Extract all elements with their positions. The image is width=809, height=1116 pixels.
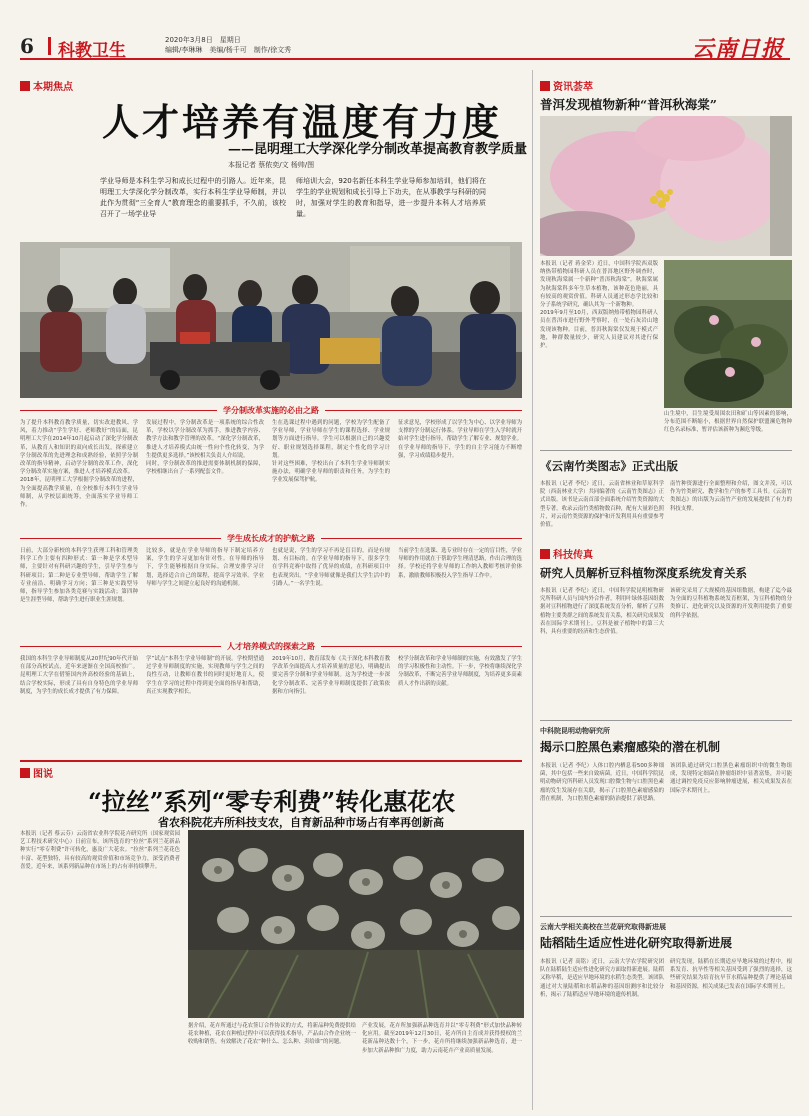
feature-col3 [272,419,390,531]
section-band-2-title: 学生成长成才的护航之路 [227,533,315,543]
paragraph: 本报讯（记者 蒋金荣）近日，中国科学院西双版纳热带植物园科研人员在普洱地区野外调查时，发现秋海棠属一个新种“普洱秋海棠”。秋海棠属为秋海棠科多年生草本植物，该种花色艳丽，具有较高的观赏价值。科研人员通过形态学比较和分子系统学研究，确认其为一个新物种。 [540,261,658,309]
news-digest-tag [540,78,593,93]
paragraph: 为了提升本科教育教学质量，切实改进教风、学风，着力推动“学生学好、老师教好”的局面，昆明理工大学在2014年10月起启动了深化学分制改革，从教育人和知识的双向成长出发，探索建立学分制改革的先进理念和成熟经验，依照学分制改革的指导精神，启动学分制的改革工作，深化学分制改革实施方案，推进人才培养模式改革。 [20,420,138,476]
feature-lead-left: 学业导师是本科生学习和成长过程中的引路人。近年来，昆明理工大学深化学分制改革，实行本科生学业导师制，并以此作为贯彻“三全育人”教育理念的重要抓手，不久前，该校召开了一场学业导 [100,177,286,218]
section-band-1 [20,404,522,416]
divider [540,916,792,917]
page-number: 6 [20,34,34,58]
feature-col1 [20,419,138,531]
paragraph: 2019年9月至10月，西双版纳热带植物园科研人员在普洱市进行野外考察时，在一处石灰岩山地发现该物种。目前，普洱秋海棠仅发现于模式产地，种群数量较少，研究人员建议对其进行保护。 [540,310,658,350]
paragraph: 同时，学分制改革的推进需要体制机制的保障，学校相继出台了一系列配套文件。 [146,461,264,476]
section-band-3 [20,640,522,652]
begonia-photo [540,116,792,256]
legume-article: 本报讯（记者 李纪）近日，中国科学院昆明植物研究所科研人员与国内外合作者，利用叶绿体基因组数据对豆科植物进行了深度系统发育分析，解析了豆科植物主要类群之间的系统发育关系，相关研究成果发表在国际学术期刊上。豆科是被子植物中的第三大科，具有重要的经济和生态价值。 [540,588,664,636]
section-band-1-title: 学分制改革实施的必由之路 [223,405,319,415]
header-divider [48,37,51,55]
tag-square-icon [540,549,550,559]
paragraph: 2018年，昆明理工大学根据学分制改革的进程，为全面提高教学质量，在全校推行本科生学业导师制，从学校层面统筹，全面落实学业导师工作。 [20,477,138,509]
orchid-photo [188,830,524,1018]
page-header [20,34,790,60]
band-rule-right [325,410,522,411]
orchid-body-mid: 据介绍，花卉所通过与花农签订合作协议的方式，将新品种免费提供给花农种植，花农在种植过程中可以获得技术指导，产品由合作企业统一收购和销售，有效解决了花农“种什么、怎么种、卖给谁”的问题。 [188,1023,356,1046]
section-band-2 [20,532,522,544]
begonia-article [540,260,658,430]
orchid-subhead: 省农科院花卉所科技支农，自育新品种市场占有率再创新高 [158,816,444,829]
feature-subhead: ——昆明理工大学深化学分制改革提高教育教学质量 [228,142,528,157]
divider [540,720,792,721]
feature-headline: 人才培养有温度有力度 [102,100,502,144]
tag-square-icon [20,768,30,778]
tag-square-icon [20,81,30,91]
legume-article-cont: 该研究采用了大规模的基因组数据，构建了迄今最为全面的豆科植物系统发育框架，为豆科植物的分类修订、进化研究以及资源的开发利用提供了重要的科学依据。 [670,588,792,619]
orchid-tag [20,765,53,780]
paper-name-logo: 云南日报 [691,36,784,62]
feature-byline: 本报记者 蔡侬奕/文 杨帅/图 [228,161,315,169]
feature-sec2-col1: 日前，大部分新校的本科学生获理工科和管理类科学工作主要有四种形式：第一种是学术型导师，主要针对有科研兴趣的学生，引导学生参与科研项目；第二种是专业型导师，帮助学生了解专业前沿、明确学习方向；第三种是实践型导师，指导学生参加各类竞赛与实践活动；第四种是生涯型导师，帮助学生进行职业生涯规划。 [20,548,138,604]
orchid-body-right: 产业发展，花卉所加强新品种选育并以“零专利费”形式加快品种转化应用。截至2019年12月30日，花卉所自主育成并获得授权的兰花新品种达数十个，下一步，花卉所将继续加强新品种选育，进一步加大新品种推广力度，助力云南花卉产业高质量发展。 [362,1023,522,1054]
band-rule-left [20,538,221,539]
paragraph: 发展过程中，学分制改革是一项系统的综合性改革，学校以学分制改革为抓手，推进教学内容、教学方法和教学管理的改革。“深化学分制改革，推进人才培养模式由统一性向个性化转变，为学生提供更多选择。”该校相关负责人介绍说。 [146,420,264,459]
upland-rice-title: 陆稻陆生适应性进化研究取得新进展 [540,936,733,950]
upland-rice-article: 本报讯（记者 高铭）近日，云南大学农学院研究团队在陆稻陆生适应性进化研究方面取得新进展。陆稻又称旱稻，是适应旱地环境的水稻生态类型。该团队通过对大量陆稻和水稻品种的基因组测序和比较分析，揭示了陆稻适应旱地环境的遗传机制。 [540,959,664,998]
column-divider [532,70,533,1110]
band-rule-left [20,410,217,411]
edition-date: 2020年3月8日 星期日 [165,36,241,44]
feature-sec3-col3: 2019年10月，教育部发布《关于深化本科教育教学改革全面提高人才培养质量的意见》，明确提出要完善学分制和学业导师制。这为学校进一步深化学分制改革、完善学业导师制度提供了政策依据和方向指引。 [272,656,390,695]
band-rule-left [20,646,221,647]
tag-square-icon [540,81,550,91]
band-rule-right [321,538,522,539]
bamboo-book-article-cont: 南竹种资源进行全面整理和介绍，图文并茂，可以作为竹类研究、教学和生产的参考工具书。《云南竹类图志》的出版为云南竹产业的发展提供了有力的科技支撑。 [670,481,792,512]
bamboo-book-article: 本报讯（记者 李纪）近日，云南省林业和草原科学院（西南林业大学）共同编著的《云南竹类图志》正式出版。该书是云南首部全面系统介绍竹类资源的大型专著，收录云南竹类植物数百种，配有大量彩色照片，对云南竹类资源的保护和开发利用具有重要参考价值。 [540,481,664,529]
feature-tag-label: 本期焦点 [33,82,73,93]
tech-news-tag [540,546,593,561]
tech-news-label: 科技传真 [553,550,593,561]
begonia-title: 普洱发现植物新种“普洱秋海棠” [540,97,717,112]
melanoma-kicker: 中科院昆明动物研究所 [540,727,610,735]
band-rule-right [321,646,522,647]
feature-sec3-col1: 我国的本科生学业导师制度从20世纪90年代开始在部分高校试点，近年来逐渐在全国高校推广。昆明理工大学在借鉴国内外高校经验的基础上，结合学校实际，形成了具有自身特色的学业导师制度，为学生的成长成才提供了有力保障。 [20,656,138,695]
feature-tag [20,78,73,93]
divider [540,450,792,451]
upland-rice-kicker: 云南大学相关高校在兰花研究取得新进展 [540,923,666,931]
feature-sec2-col2: 比较多，就是在学业导师的指导下制定培养方案，学生的学习更加有针对性。在导师的指导下，学生能够根据自身实际，合理安排学习计划，选择适合自己的课程，提高学习效率。学业导师与学生之间建立起良好的沟通机制。 [146,548,264,587]
news-digest-label: 资讯荟萃 [553,82,593,93]
feature-sec2-col3: 也就是说，学生的学习不再是盲目的，而是有规划、有目标的。在学业导师的指导下，很多学生在学科竞赛中取得了优异的成绩，在科研项目中也表现突出。“学业导师就像是我们大学生活中的引路人。”一名学生说。 [272,548,390,587]
melanoma-article-cont: 该团队通过研究口腔黑色素瘤组织中的微生物组成，发现特定细菌在肿瘤组织中显著富集，并可能通过调控免疫反应影响肿瘤进展，相关成果发表在国际学术期刊上。 [670,763,792,794]
orchid-body-left: 本报讯（记者 蔡云芬）云南省农业科学院花卉研究所（国家观赏园艺工程技术研究中心）日前宣布，该所选育的“拉丝”系列兰花新品种实行“零专利费”许可转化，惠及广大花农。“拉丝”系列兰花花色丰富、花型独特，具有较高的观赏价值和市场竞争力，深受消费者喜爱。近年来，该系列新品种在市场上的占有率持续攀升。 [20,831,180,870]
paragraph: 征求意见，学校形成了以学生为中心、以学业导师为支撑的学分制运行体系。学业导师在学生入学时就开始对学生进行指导，帮助学生了解专业、规划学业。 [398,420,522,443]
paragraph: 生在选课过程中遇到的问题，学校为学生配备了学业导师，学业导师在学生的课程选择、学业规划等方面进行指导。学生可以根据自己的兴趣爱好、职业规划选择课程，制定个性化的学习计划。 [272,420,390,459]
legume-title: 研究人员解析豆科植物深度系统发育关系 [540,566,747,580]
feature-sec3-col2: 学”试点“本科生学业导师制”的开展。学校期望通过学业导师制度的实施，实现教师与学生之间的良性互动，让教师在教书的同时更好地育人，使学生在学习的过程中得到更全面的指导和帮助，真正实现教学相长。 [146,656,264,695]
upland-rice-article-cont: 研究发现，陆稻在长期适应旱地环境的过程中，根系发育、抗旱性等相关基因受到了强烈的选择，这些研究结果为培育抗旱节水稻品种提供了理论基础和基因资源，相关成果已发表在国际学术期刊上。 [670,959,792,990]
feature-photo [20,242,522,398]
feature-lead-right: 师培训大会，920名新任本科生学业导师参加培训，他们将在学生的学业规划和成长引导上下功夫，在从事教学与科研的同时，加强对学生的教育和指导，进一步提升本科人才培养质量。 [296,177,486,218]
edition-meta [165,35,291,55]
paragraph: 针对这些困难，学校出台了本科生学业导师制实施办法，明确学业导师的职责和任务，为学生的学业发展保驾护航。 [272,461,390,484]
paragraph: 在学业导师的指导下，学生的自主学习能力不断增强，学习成绩稳步提升。 [398,444,522,459]
melanoma-article: 本报讯（记者 李纪）人体口腔内栖息着500多种细菌，其中包括一些来自致病菌。近日，中国科学院昆明动物研究所科研人员发现口腔微生物与口腔黑色素瘤的发生发展存在关联，揭示了口腔黑色素瘤感染的潜在机制，为口腔黑色素瘤的防治提供了新思路。 [540,763,664,802]
begonia-caption: 山生境中，目生境受周围农田和矿山等因素的影响，分布范围不断缩小，根据世界自然保护联盟濒危物种红色名录标准，暂评估该新种为濒危等级。 [664,411,792,434]
feature-col4 [398,419,522,531]
section-band-3-title: 人才培养模式的探索之路 [227,641,315,651]
feature-sec2-col4: 当前学生在选课、选专业时存在一定的盲目性，学业导师的作用就在于帮助学生理清思路，作出合理的选择。学校还将学业导师的工作纳入教师考核评价体系，激励教师积极投入学生指导工作中。 [398,548,522,579]
orchid-headline: “拉丝”系列“零专利费”转化惠花农 [88,787,456,816]
bamboo-book-title: 《云南竹类图志》正式出版 [540,459,678,473]
begonia-habitat-photo [664,260,792,408]
section-name: 科教卫生 [58,41,126,61]
feature-sec3-col4: 校学分制改革和学业导师制的实施，有效激发了学生的学习积极性和主动性。下一步，学校将继续深化学分制改革，不断完善学业导师制度，为培养更多高素质人才作出新的贡献。 [398,656,522,687]
orchid-top-rule [20,760,522,762]
orchid-tag-label: 图说 [33,769,53,780]
melanoma-title: 揭示口腔黑色素瘤感染的潜在机制 [540,740,721,754]
edition-staff: 编辑/李琳琳 美编/杨千可 制作/徐文秀 [165,46,292,54]
feature-col2 [146,419,264,531]
